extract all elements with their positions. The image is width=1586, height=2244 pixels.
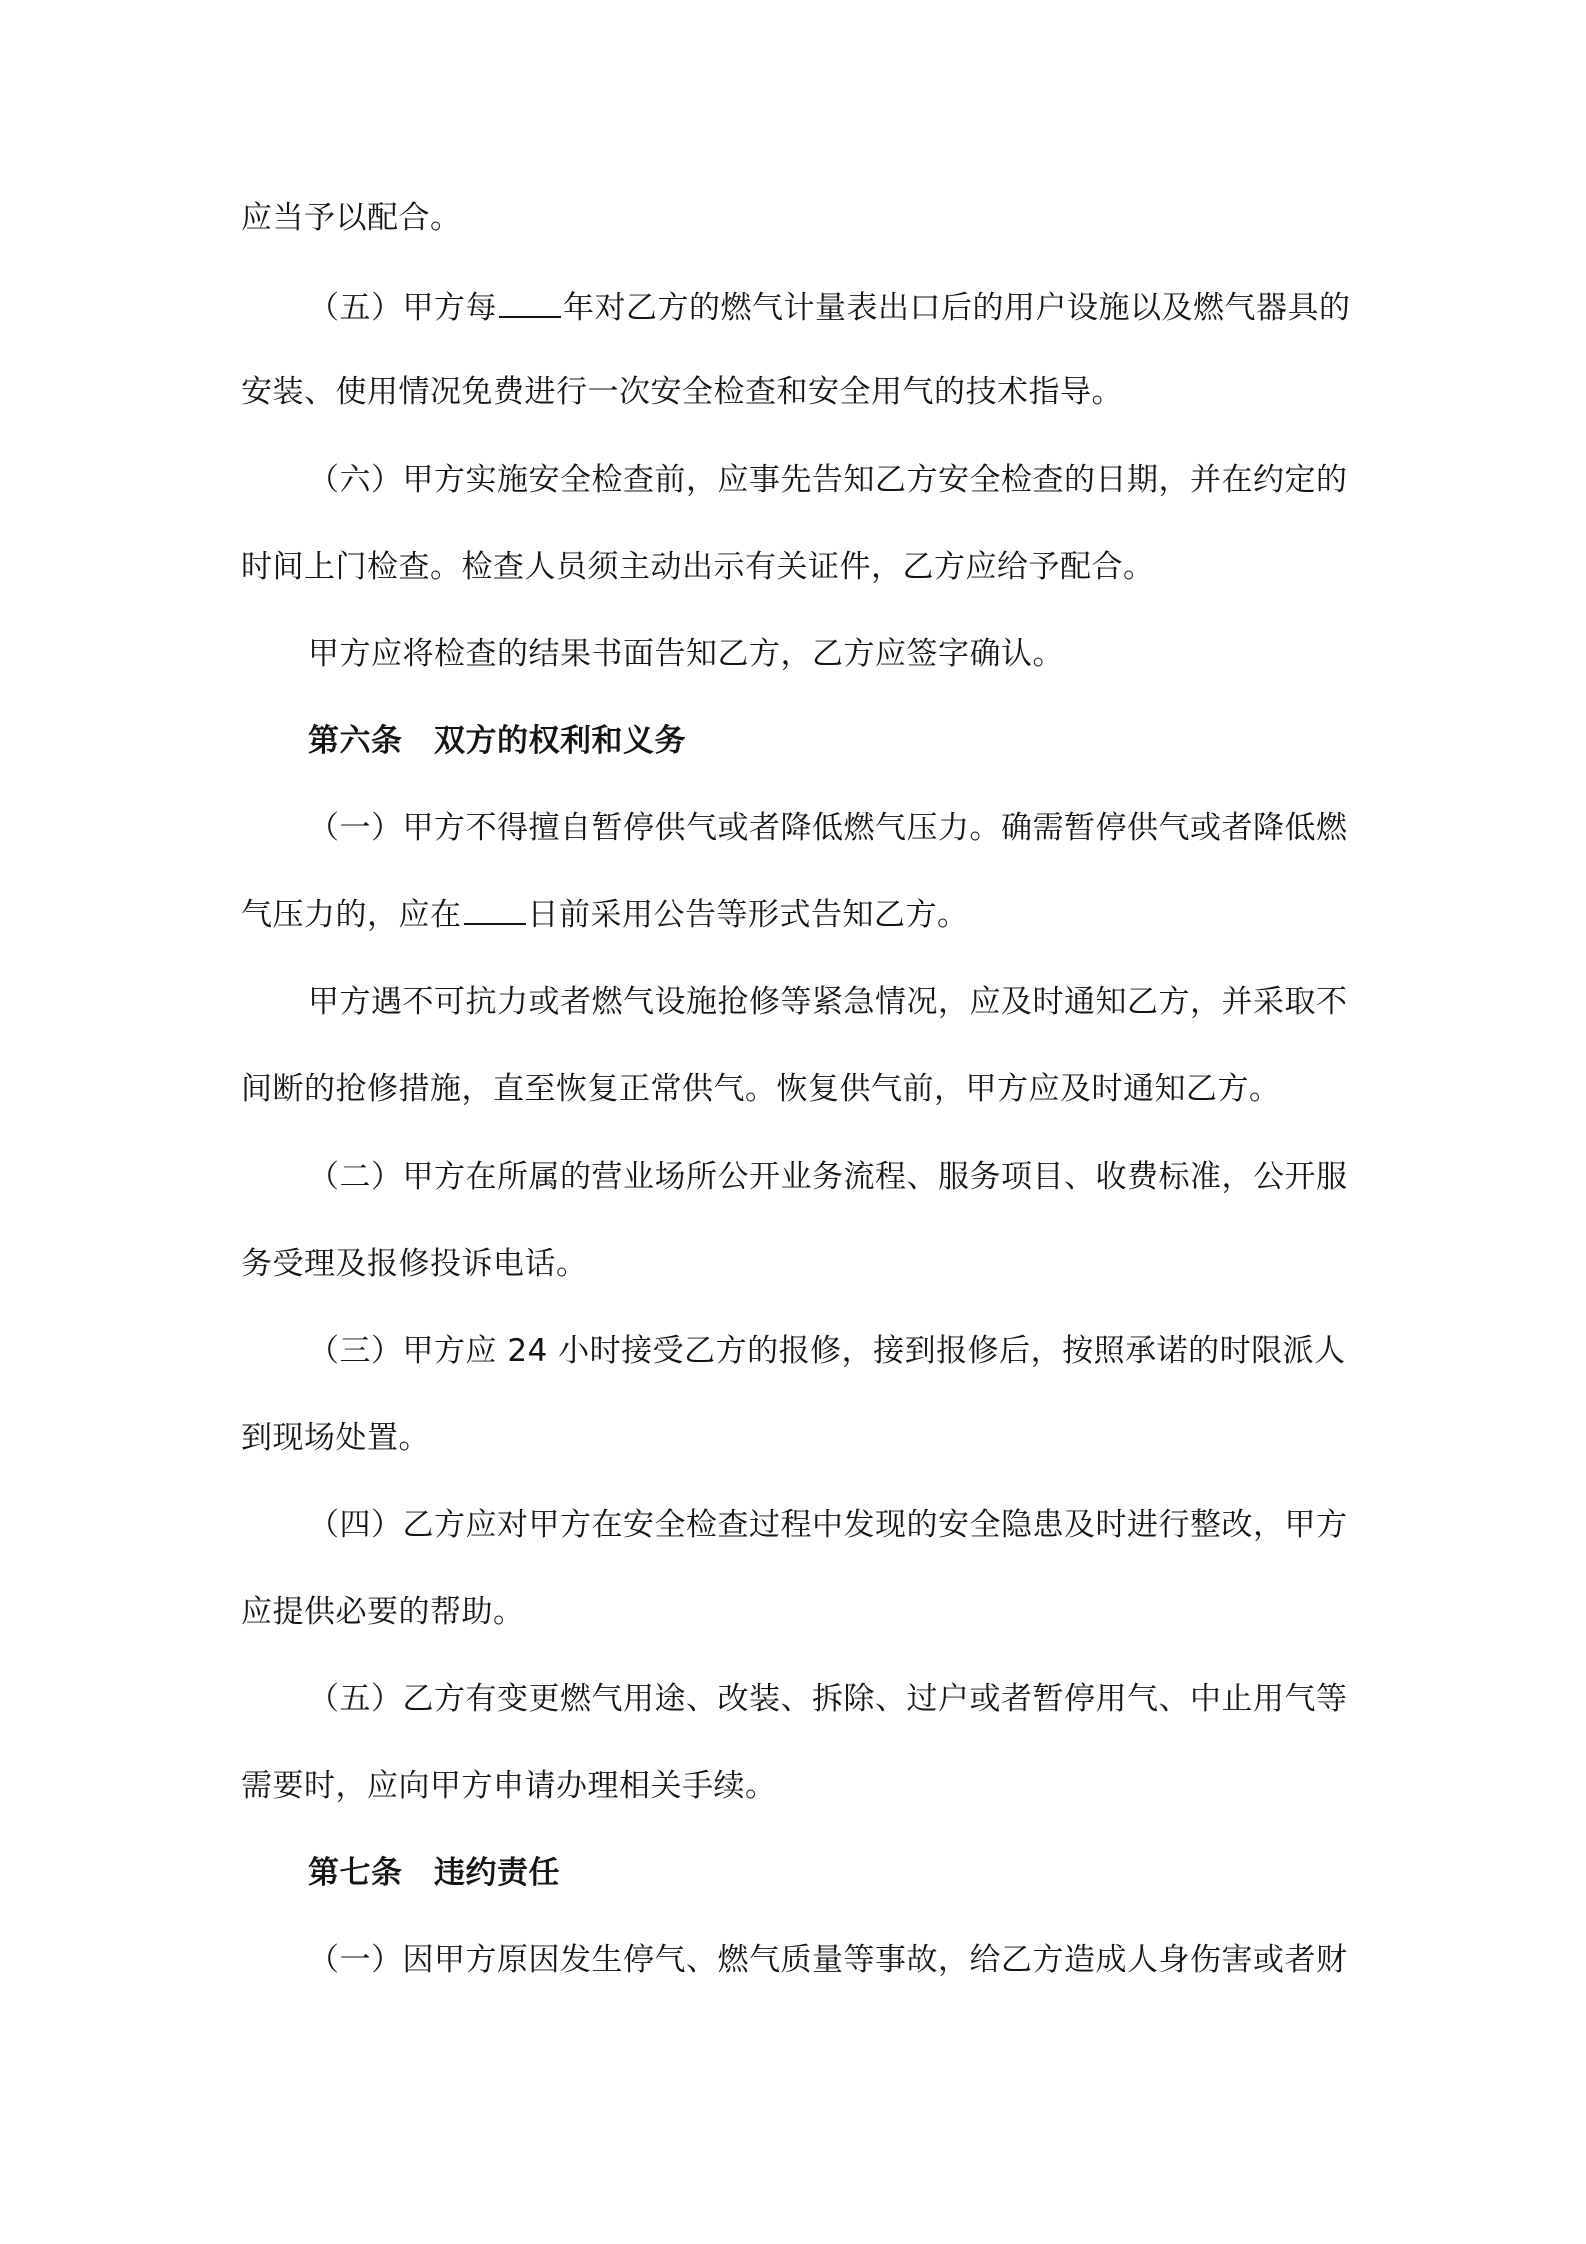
text-line: （四）乙方应对甲方在安全检查过程中发现的安全隐患及时进行整改，甲方 <box>308 1507 1348 1543</box>
text-line: 应提供必要的帮助。 <box>241 1594 525 1630</box>
text-line: 时间上门检查。检查人员须主动出示有关证件，乙方应给予配合。 <box>241 549 1155 585</box>
section-heading: 第七条 违约责任 <box>308 1855 560 1891</box>
text-line: （三）甲方应 24 小时接受乙方的报修，接到报修后，按照承诺的时限派人 <box>308 1333 1346 1369</box>
text-line: （五）甲方每 年对乙方的燃气计量表出口后的用户设施以及燃气器具的 <box>308 290 1351 326</box>
text-line: （二）甲方在所属的营业场所公开业务流程、服务项目、收费标准，公开服 <box>308 1159 1348 1195</box>
text-line: 间断的抢修措施，直至恢复正常供气。恢复供气前，甲方应及时通知乙方。 <box>241 1071 1281 1107</box>
text-line: 需要时，应向甲方申请办理相关手续。 <box>241 1768 777 1804</box>
fill-in-blank <box>464 895 526 925</box>
text-line: （一）甲方不得擅自暂停供气或者降低燃气压力。确需暂停供气或者降低燃 <box>308 810 1348 846</box>
fill-in-blank <box>499 288 561 318</box>
text-line: 务受理及报修投诉电话。 <box>241 1246 588 1282</box>
text-line: 安装、使用情况免费进行一次安全检查和安全用气的技术指导。 <box>241 374 1123 410</box>
text-line: 到现场处置。 <box>241 1420 430 1456</box>
text-line: 应当予以配合。 <box>241 200 462 236</box>
text-line: （一）因甲方原因发生停气、燃气质量等事故，给乙方造成人身伤害或者财 <box>308 1942 1348 1978</box>
text-line: （六）甲方实施安全检查前，应事先告知乙方安全检查的日期，并在约定的 <box>308 462 1348 498</box>
text-line: 甲方遇不可抗力或者燃气设施抢修等紧急情况，应及时通知乙方，并采取不 <box>308 984 1348 1020</box>
text-line: 气压力的，应在 日前采用公告等形式告知乙方。 <box>241 897 969 933</box>
text-line: 甲方应将检查的结果书面告知乙方，乙方应签字确认。 <box>308 636 1064 672</box>
section-heading: 第六条 双方的权利和义务 <box>308 723 686 759</box>
text-line: （五）乙方有变更燃气用途、改装、拆除、过户或者暂停用气、中止用气等 <box>308 1681 1348 1717</box>
